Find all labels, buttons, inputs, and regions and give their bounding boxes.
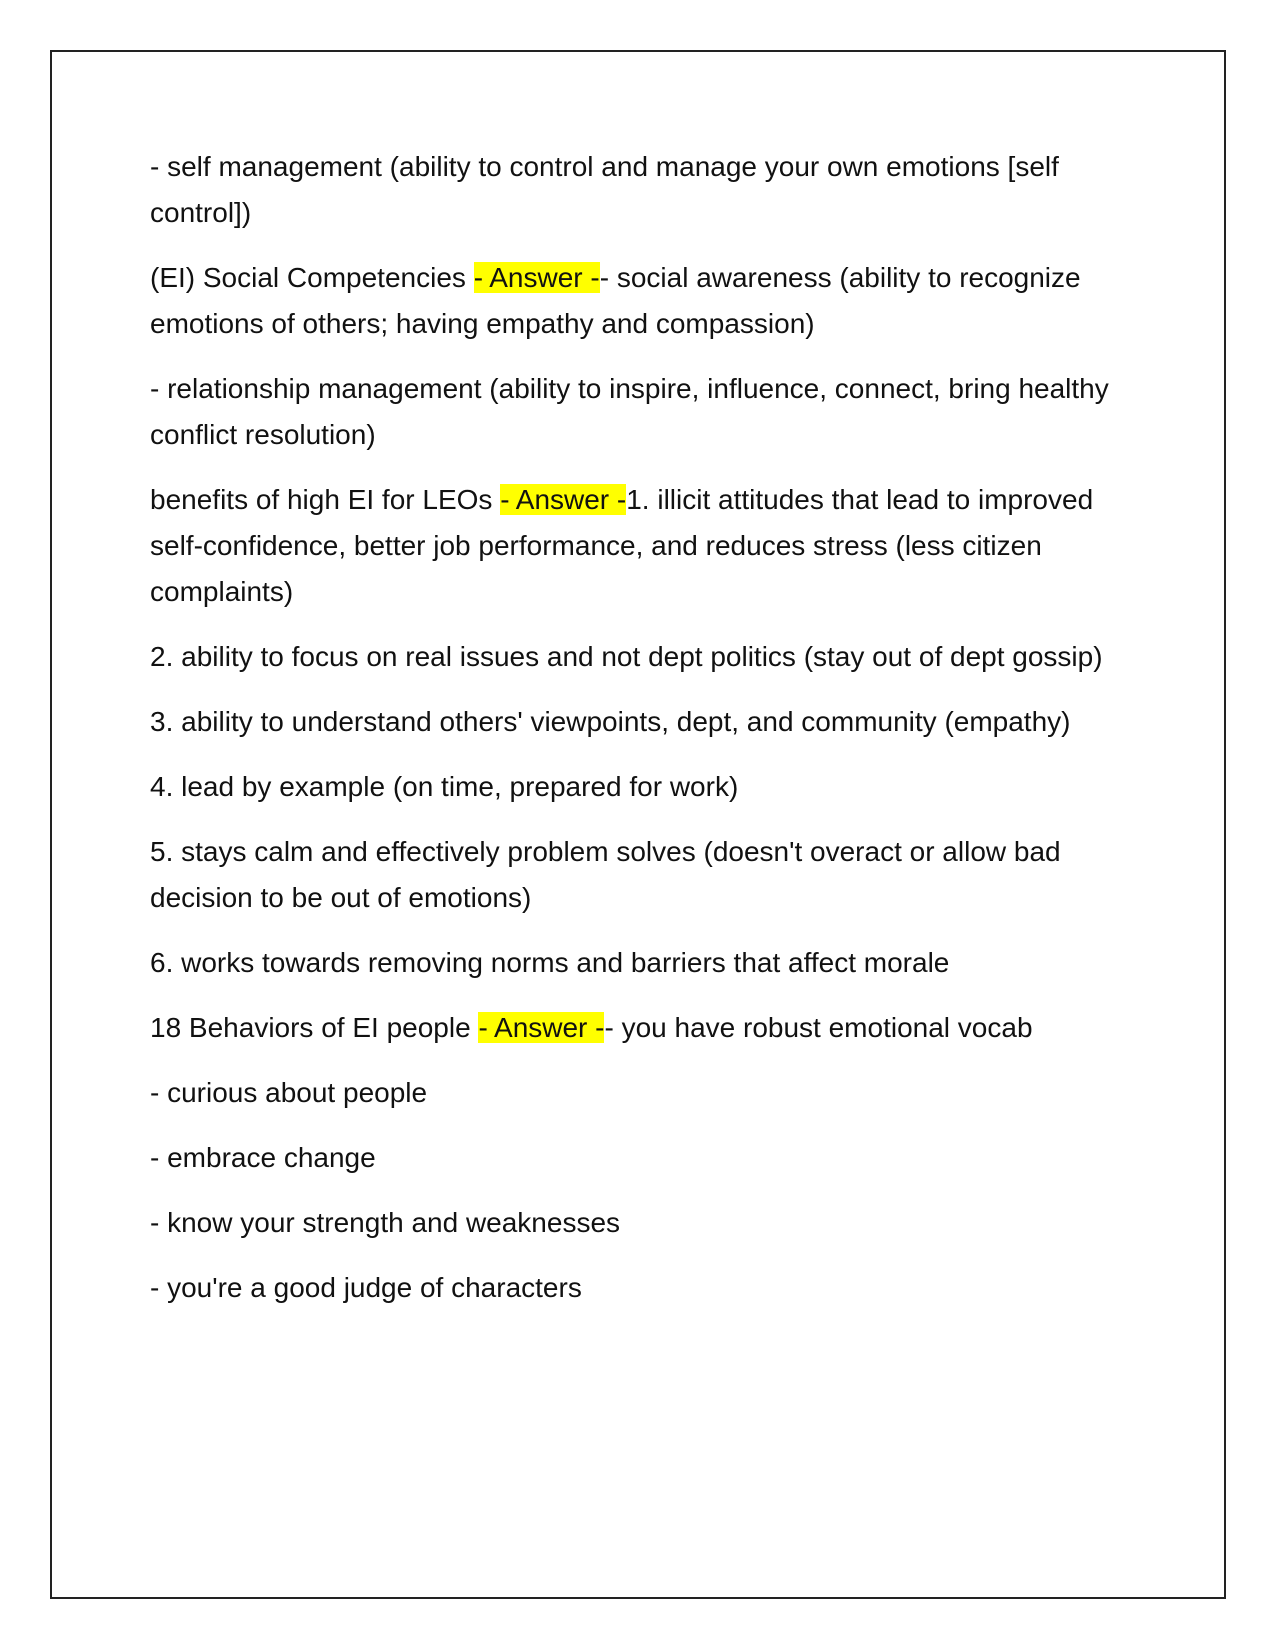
paragraph-judge-of-character [150,1265,1110,1311]
paragraph-relationship-management [150,366,1110,458]
question-text: benefits of high EI for LEOs [150,484,501,515]
answer-text: - you have robust emotional vocab [604,1012,1033,1043]
paragraph-text: - embrace change [150,1142,376,1173]
paragraph-benefit-3 [150,699,1110,745]
paragraph-social-competencies [150,255,1110,347]
paragraph-text: - relationship management (ability to inspire, influence, connect, bring healthy conflict resolution) [150,373,1109,450]
answer-text: 1. illicit attitudes that lead to improved self-confidence, better job performance, and reduces stress (less citizen complaints) [150,484,1094,607]
paragraph-text: 6. works towards removing norms and barriers that affect morale [150,947,950,978]
paragraph-text: - self management (ability to control and manage your own emotions [self control]) [150,151,1059,228]
paragraph-self-management [150,144,1110,236]
answer-highlight: - Answer - [473,262,600,293]
paragraph-curious [150,1070,1110,1116]
paragraph-text: - you're a good judge of characters [150,1272,582,1303]
paragraph-benefit-5 [150,829,1110,921]
paragraph-strengths [150,1200,1110,1246]
answer-text: - social awareness (ability to recognize emotions of others; having empathy and compassion) [150,262,1081,339]
paragraph-benefit-6 [150,940,1110,986]
paragraph-text: 2. ability to focus on real issues and not dept politics (stay out of dept gossip) [150,641,1103,672]
question-text: 18 Behaviors of EI people [150,1012,479,1043]
paragraph-embrace-change [150,1135,1110,1181]
paragraph-18-behaviors [150,1005,1110,1051]
paragraph-text: - curious about people [150,1077,428,1108]
paragraph-benefits [150,477,1110,615]
document-body [150,144,1110,1330]
paragraph-text: - know your strength and weaknesses [150,1207,621,1238]
answer-highlight: - Answer - [500,484,627,515]
paragraph-text: 4. lead by example (on time, prepared for work) [150,771,739,802]
paragraph-benefit-4 [150,764,1110,810]
paragraph-benefit-2 [150,634,1110,680]
question-text: (EI) Social Competencies [150,262,474,293]
paragraph-text: 5. stays calm and effectively problem solves (doesn't overact or allow bad decision to be out of emotions) [150,836,1061,913]
answer-highlight: - Answer - [478,1012,605,1043]
paragraph-text: 3. ability to understand others' viewpoints, dept, and community (empathy) [150,706,1071,737]
